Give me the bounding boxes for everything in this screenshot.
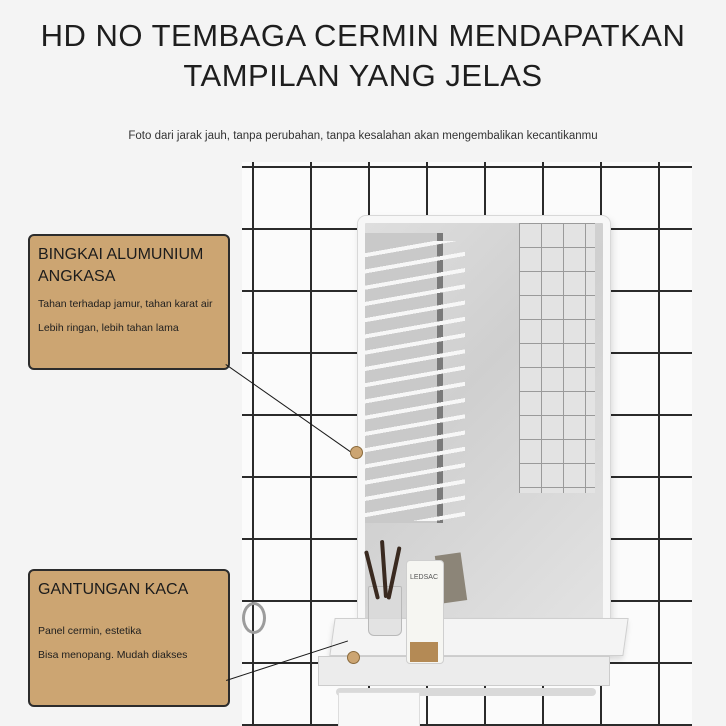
mirror-reflection-blinds	[365, 241, 465, 521]
product-photo	[242, 162, 692, 726]
callout-feature: Bisa menopang. Mudah diakses	[38, 649, 188, 661]
shelf-front-edge	[318, 656, 610, 686]
callout-title: GANTUNGAN KACA	[38, 581, 189, 598]
callout-feature: Panel cermin, estetika	[38, 625, 142, 637]
callout-feature: Tahan terhadap jamur, tahan karat air	[38, 298, 213, 310]
callout-frame-material	[28, 234, 230, 370]
callout-title: BINGKAI ALUMUNIUM ANGKASA	[38, 246, 204, 285]
headline-line-2: TAMPILAN YANG JELAS	[183, 58, 543, 93]
bottle-cap	[410, 642, 438, 662]
bottle-label: LEDSAC	[409, 574, 438, 581]
subtitle: Foto dari jarak jauh, tanpa perubahan, tanpa kesalahan akan mengembalikan kecantikanmu	[128, 130, 598, 142]
mirror-reflection-tiles	[519, 223, 595, 493]
connector-dot	[350, 446, 363, 459]
callout-glass-hanger	[28, 569, 230, 707]
towel	[338, 692, 420, 726]
connector-dot	[347, 651, 360, 664]
headline-line-1: HD NO TEMBAGA CERMIN MENDAPATKAN	[40, 18, 686, 53]
towel-hook	[242, 602, 266, 634]
callout-feature: Lebih ringan, lebih tahan lama	[38, 322, 179, 334]
